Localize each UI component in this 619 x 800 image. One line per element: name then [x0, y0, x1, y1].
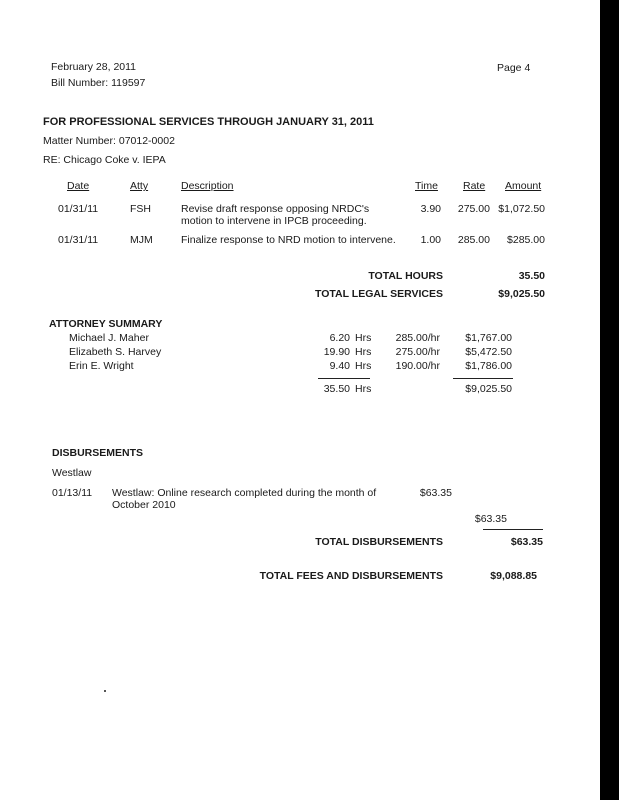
- col-header-amount: Amount: [505, 180, 542, 192]
- bill-number: Bill Number: 119597: [51, 77, 146, 89]
- summary-total-amount: $9,025.50: [465, 383, 512, 395]
- entry-amount: $1,072.50: [498, 203, 545, 215]
- entry-atty: MJM: [130, 234, 153, 246]
- section-title: FOR PROFESSIONAL SERVICES THROUGH JANUARY 31, 2011: [43, 116, 374, 128]
- total-legal-label: TOTAL LEGAL SERVICES: [315, 288, 443, 300]
- attorney-hours: 19.90: [323, 346, 350, 358]
- disbursement-amount: $63.35: [419, 487, 452, 499]
- attorney-name: Erin E. Wright: [69, 360, 134, 372]
- col-header-time: Time: [415, 180, 438, 192]
- entry-rate: 285.00: [457, 234, 490, 246]
- col-header-atty: Atty: [130, 180, 149, 192]
- re-line: RE: Chicago Coke v. IEPA: [43, 154, 166, 166]
- total-legal-value: $9,025.50: [498, 288, 545, 300]
- disbursement-rule: [483, 529, 543, 530]
- summary-total-unit: Hrs: [355, 383, 372, 395]
- total-disbursements-label: TOTAL DISBURSEMENTS: [315, 536, 443, 548]
- scan-speck: [104, 690, 106, 692]
- attorney-hours: 9.40: [329, 360, 350, 372]
- attorney-name: Elizabeth S. Harvey: [69, 346, 162, 358]
- entry-date: 01/31/11: [58, 203, 99, 215]
- attorney-hours-unit: Hrs: [355, 346, 372, 358]
- col-header-rate: Rate: [463, 180, 486, 192]
- entry-time: 1.00: [420, 234, 441, 246]
- entry-amount: $285.00: [507, 234, 545, 246]
- entry-date: 01/31/11: [58, 234, 99, 246]
- attorney-rate: 275.00/hr: [395, 346, 440, 358]
- entry-time: 3.90: [420, 203, 441, 215]
- disbursement-subtotal: $63.35: [474, 513, 507, 525]
- summary-total-hours: 35.50: [323, 383, 350, 395]
- summary-amount-rule: [453, 378, 513, 379]
- col-header-date: Date: [67, 180, 90, 192]
- invoice-date: February 28, 2011: [51, 61, 137, 73]
- total-disbursements-value: $63.35: [510, 536, 543, 548]
- entry-rate: 275.00: [457, 203, 490, 215]
- attorney-rate: 190.00/hr: [395, 360, 440, 372]
- attorney-hours: 6.20: [329, 332, 350, 344]
- disbursement-category: Westlaw: [52, 467, 92, 479]
- col-header-description: Description: [181, 180, 234, 192]
- entry-atty: FSH: [130, 203, 151, 215]
- entry-description: Revise draft response opposing NRDC's motion to intervene in IPCB proceeding.: [181, 203, 370, 227]
- disbursements-title: DISBURSEMENTS: [52, 447, 144, 459]
- entry-description: Finalize response to NRD motion to intervene.: [181, 234, 396, 246]
- grand-total-label: TOTAL FEES AND DISBURSEMENTS: [259, 570, 443, 582]
- attorney-rate: 285.00/hr: [395, 332, 440, 344]
- disbursement-date: 01/13/11: [52, 487, 93, 499]
- summary-hours-rule: [318, 378, 370, 379]
- attorney-amount: $1,786.00: [465, 360, 512, 372]
- attorney-amount: $5,472.50: [465, 346, 512, 358]
- attorney-amount: $1,767.00: [465, 332, 512, 344]
- attorney-summary-title: ATTORNEY SUMMARY: [49, 318, 163, 330]
- attorney-hours-unit: Hrs: [355, 360, 372, 372]
- grand-total-value: $9,088.85: [490, 570, 537, 582]
- page-number: Page 4: [497, 62, 531, 74]
- matter-number: Matter Number: 07012-0002: [43, 135, 175, 147]
- disbursement-description: Westlaw: Online research completed during the month of October 2010: [112, 487, 377, 511]
- scan-edge-bar: [600, 0, 619, 800]
- attorney-name: Michael J. Maher: [69, 332, 149, 344]
- total-hours-value: 35.50: [518, 270, 545, 282]
- attorney-hours-unit: Hrs: [355, 332, 372, 344]
- total-hours-label: TOTAL HOURS: [368, 270, 443, 282]
